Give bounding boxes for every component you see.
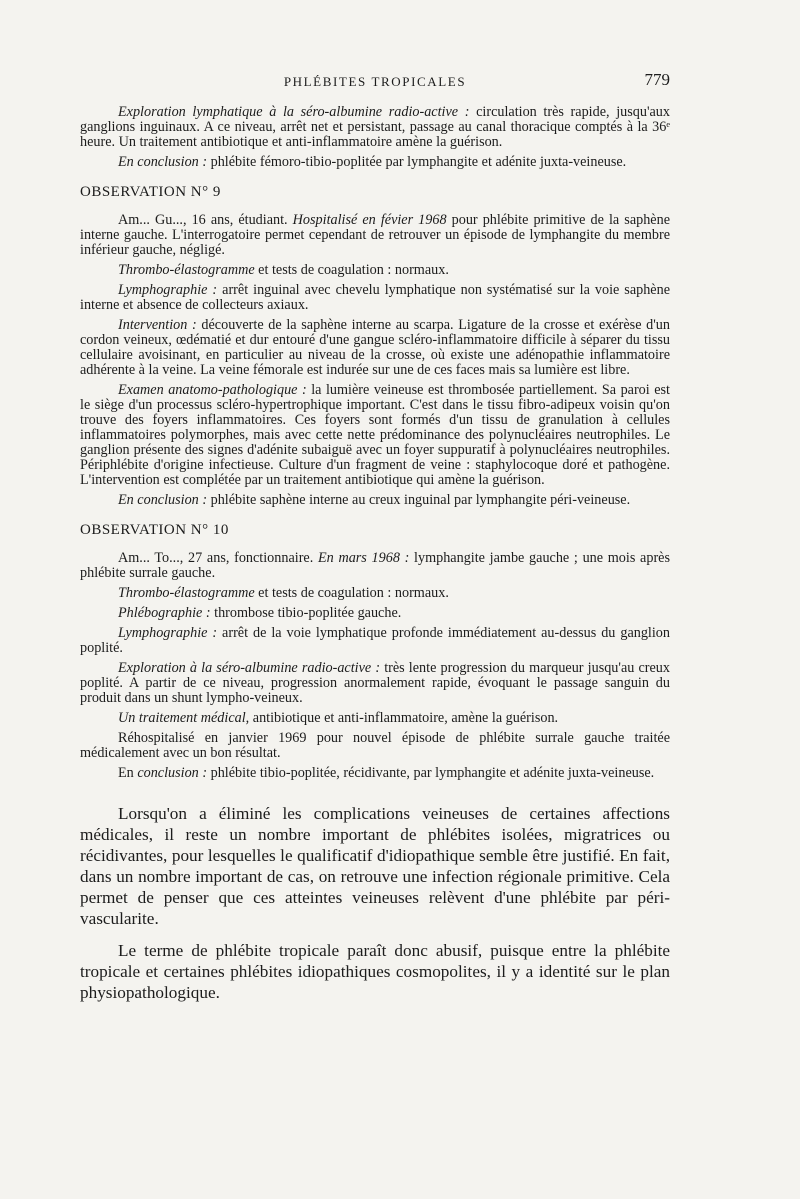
- paragraph: [80, 318, 670, 378]
- paragraph-text: arrêt de la voie lymphatique profonde immédiatement au-dessus du ganglion poplité.: [80, 625, 670, 656]
- italic-lead: Thrombo-élastogramme: [118, 262, 255, 278]
- italic-lead: Lymphographie :: [118, 625, 218, 641]
- paragraph: [80, 155, 670, 170]
- italic-lead: Intervention :: [118, 317, 197, 333]
- page-body: [80, 105, 670, 1003]
- paragraph-text: très lente progression du marqueur jusqu'au creux poplité. A partir de ce niveau, progression anormalement rapide, évoquant le passage sanguin du produit dans un shunt lympho-veineux.: [80, 660, 670, 706]
- closing-paragraph: Lorsqu'on a éliminé les complications veineuses de certaines affections médicales, il reste un nombre important de phlébites isolées, migratrices ou récidivantes, pour lesquelles le qualificatif d'idiopathique semble être justifié. En fait, dans un nombre important de cas, on retrouve une infection régionale primitive. Cela permet de penser que ces atteintes veineuses relèvent d'une phlébite par péri-vascularite.: [80, 804, 670, 928]
- paragraph: [80, 551, 670, 581]
- paragraph-text: En: [118, 765, 138, 781]
- paragraph-text: découverte de la saphène interne au scarpa. Ligature de la crosse et exérèse d'un cordon veineux, œdématié et dur entouré d'une gangue scléro-inflammatoire difficile à séparer du tissu cellulaire avoisinant, en particulier au niveau de la crosse, où existe une adénopathie inflammatoire adhérente à la veine. La veine fémorale est indurée sur une de ces faces mais sa lumière est libre.: [80, 317, 670, 378]
- paragraph: [80, 606, 670, 621]
- italic-lead: Hospitalisé en févier 1968: [292, 212, 447, 228]
- paragraph-text: pour phlébite primitive de la saphène interne gauche. L'interrogatoire permet cependant de retrouver un épisode de lymphangite du membre inférieur gauche, négligé.: [80, 212, 670, 258]
- italic-lead: En conclusion :: [118, 492, 208, 508]
- paragraph: [80, 626, 670, 656]
- paragraph: [80, 263, 670, 278]
- italic-lead: conclusion :: [137, 765, 208, 781]
- paragraph-text: et tests de coagulation : normaux.: [254, 585, 449, 601]
- paragraph: Réhospitalisé en janvier 1969 pour nouvel épisode de phlébite surrale gauche traitée médicalement avec un bon résultat.: [80, 730, 670, 761]
- italic-lead: Examen anatomo-pathologique :: [118, 382, 307, 398]
- italic-lead: Lymphographie :: [118, 282, 218, 298]
- paragraph: [80, 711, 670, 726]
- italic-lead: Phlébographie :: [118, 605, 211, 621]
- paragraph-text: arrêt inguinal avec chevelu lymphatique non systématisé sur la voie saphène interne et absence de collecteurs axiaux.: [80, 282, 670, 313]
- paragraph: [80, 586, 670, 601]
- paragraph-text: Am... To..., 27 ans, fonctionnaire.: [118, 550, 318, 566]
- paragraph: [80, 213, 670, 258]
- italic-lead: Exploration à la séro-albumine radio-active :: [118, 660, 381, 676]
- italic-lead: Thrombo-élastogramme: [118, 585, 255, 601]
- observation-10-title: OBSERVATION N° 10: [80, 522, 229, 538]
- paragraph-text: thrombose tibio-poplitée gauche.: [210, 605, 402, 621]
- paragraph-text: Am... Gu..., 16 ans, étudiant.: [118, 212, 293, 228]
- paragraph: [80, 661, 670, 706]
- paragraph-text: phlébite tibio-poplitée, récidivante, par lymphangite et adénite juxta-veineuse.: [207, 765, 655, 781]
- closing-paragraph: Le terme de phlébite tropicale paraît donc abusif, puisque entre la phlébite tropicale et certaines phlébites idiopathiques cosmopolites, il y a identité sur le plan physiopathologique.: [80, 941, 670, 1002]
- italic-lead: Exploration lymphatique à la séro-albumine radio-active :: [118, 104, 470, 120]
- paragraph: [80, 283, 670, 313]
- page-header: [80, 70, 670, 94]
- page-number: 779: [644, 70, 670, 89]
- paragraph: [80, 383, 670, 488]
- paragraph-text: phlébite fémoro-tibio-poplitée par lymphangite et adénite juxta-veineuse.: [207, 154, 627, 170]
- paragraph: [80, 766, 670, 781]
- paragraph-text: et tests de coagulation : normaux.: [254, 262, 449, 278]
- running-title: PHLÉBITES TROPICALES: [283, 74, 467, 89]
- italic-lead: Un traitement médical,: [118, 710, 250, 726]
- italic-lead: En conclusion :: [118, 154, 208, 170]
- paragraph-text: antibiotique et anti-inflammatoire, amène la guérison.: [249, 710, 559, 726]
- paragraph-text: circulation très rapide, jusqu'aux ganglions inguinaux. A ce niveau, arrêt net et persistant, passage au canal thoracique comptés à la 36ᵉ heure. Un traitement antibiotique et anti-inflammatoire amène la guérison.: [80, 104, 670, 150]
- italic-lead: En mars 1968 :: [317, 550, 410, 566]
- observation-9-title: OBSERVATION N° 9: [80, 184, 221, 200]
- paragraph: [80, 105, 670, 150]
- paragraph-text: la lumière veineuse est thrombosée partiellement. Sa paroi est le siège d'un processus scléro-hypertrophique important. C'est dans le tissu fibro-adipeux voisin qu'on trouve des foyers inflammatoires. Ces foyers sont formés d'un tissu de granulation à cellules inflammatoires polymorphes, mais avec cette nette prédominance des polynucléaires neutrophiles. Le ganglion présente des signes d'adénite subaiguë avec un foyer suppuratif à polynucléaires neutrophiles. Périphlébite d'origine infectieuse. Culture d'un fragment de veine : staphylocoque doré et pathogène. L'intervention est complétée par un traitement antibiotique qui amène la guérison.: [80, 382, 670, 488]
- paragraph-text: phlébite saphène interne au creux inguinal par lymphangite péri-veineuse.: [207, 492, 631, 508]
- paragraph: [80, 493, 670, 508]
- paragraph-text: lymphangite jambe gauche ; une mois après phlébite surrale gauche.: [80, 550, 670, 581]
